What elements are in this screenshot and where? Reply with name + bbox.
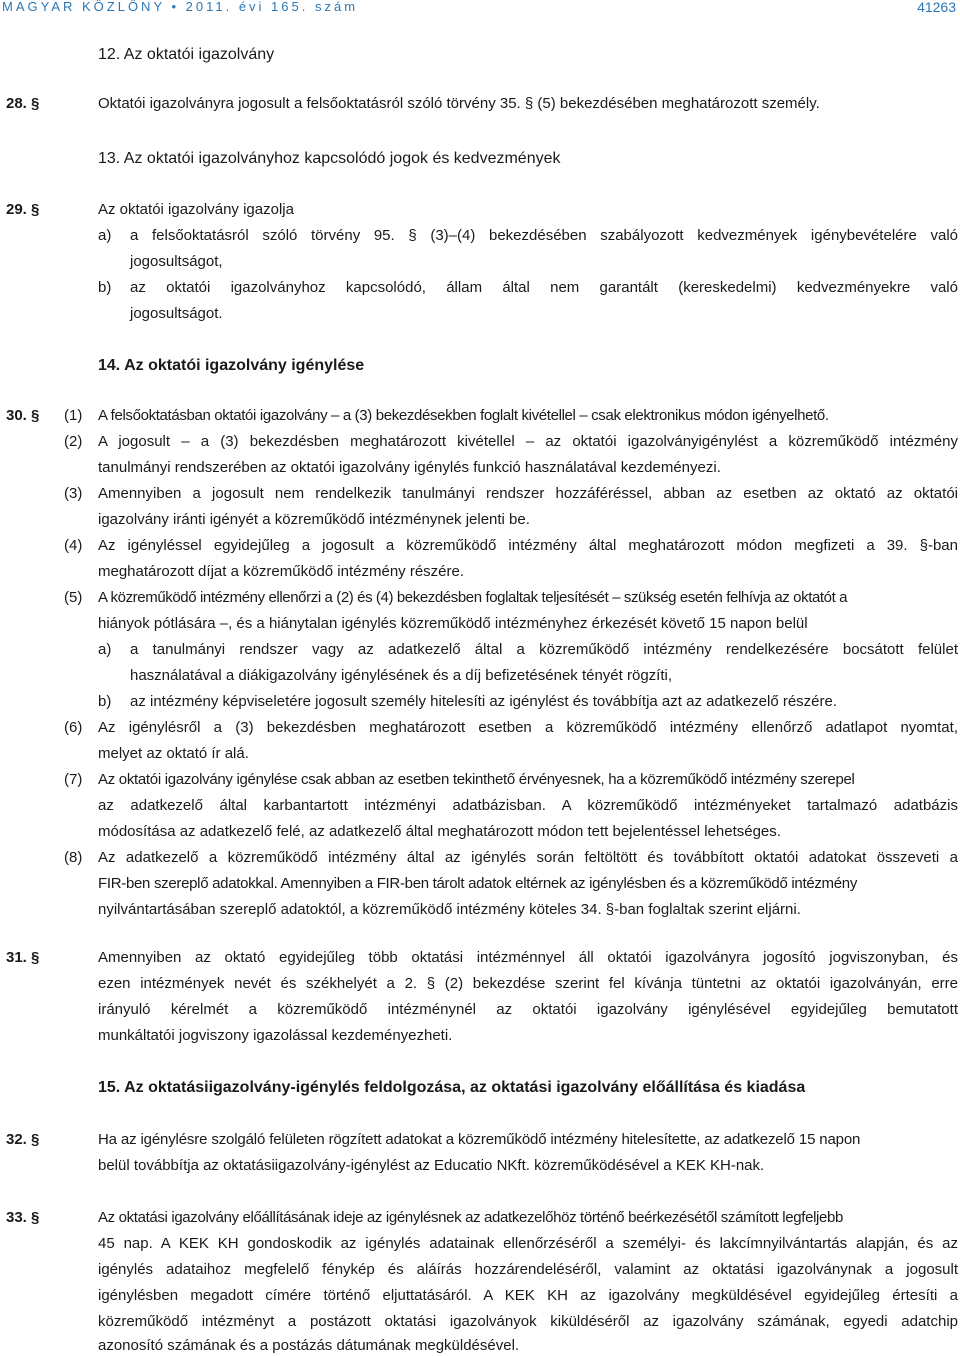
paragraph-number-28: 28. § [6,95,40,112]
paragraph-28-text: Oktatói igazolványra jogosult a felsőoktatásról szóló törvény 35. § (5) bekezdésében meghatározott személy. [98,95,820,112]
paragraph-33-line4: igénylésben megadott címére történő eljuttatásáról. A KEK KH az igazolvány megküldésével egyidejűleg értesíti a [98,1287,958,1304]
point-a-marker: a) [98,641,112,658]
paragraph-32-line1: Ha az igénylésre szolgáló felületen rögzített adatokat a közreműködő intézmény hitelesítette, az adatkezelő 15 napon [98,1131,861,1148]
point-30-5a-line2: használatával a diákigazolvány igénylésének és a díj befizetésének tényét rögzíti, [130,667,672,684]
point-30-5b-line1: az intézmény képviseletére jogosult személy hitelesíti az igénylést és továbbítja azt az adatkezelő részére. [130,693,838,710]
subsection-30-2-line1: A jogosult – a (3) bekezdésben meghatározott kivétellel – az oktatói igazolványigénylést a közreműködő intézmény [98,433,958,450]
paragraph-number-30: 30. § [6,407,40,424]
point-a-marker: a) [98,227,112,244]
subsection-30-4-line2: meghatározott díjat a közreműködő intézmény részére. [98,563,465,580]
subsection-30-5-line2: hiányok pótlására –, és a hiánytalan igénylés közreműködő intézményhez érkezését követő 15 napon belül [98,615,808,632]
subsection-30-6-line2: melyet az oktató ír alá. [98,745,249,762]
heading-section-15: 15. Az oktatásiigazolvány-igénylés feldolgozása, az oktatási igazolvány előállítása és kiadása [98,1079,806,1096]
subsection-8-marker: (8) [64,849,83,866]
point-29b-line2: jogosultságot. [130,305,223,322]
paragraph-32-line2: belül továbbítja az oktatásiigazolvány-igénylést az Educatio NKft. közreműködésével a KEK KH-nak. [98,1157,765,1174]
subsection-6-marker: (6) [64,719,83,736]
subsection-2-marker: (2) [64,433,83,450]
paragraph-31-line2: ezen intézmények nevét és székhelyét a 2. § (2) bekezdése szerint fel kívánja tüntetni az oktatói igazolványán, erre [98,975,958,992]
heading-section-13: 13. Az oktatói igazolványhoz kapcsolódó jogok és kedvezmények [98,150,561,167]
subsection-1-marker: (1) [64,407,83,424]
point-b-marker: b) [98,693,112,710]
subsection-5-marker: (5) [64,589,83,606]
subsection-30-7-line1: Az oktatói igazolvány igénylése csak abban az esetben tekinthető érvényesnek, ha a közreműködő intézmény szerepel [98,771,855,788]
subsection-30-4-line1: Az igényléssel egyidejűleg a jogosult a közreműködő intézmény által meghatározott módon megfizeti a 39. §-ban [98,537,958,554]
subsection-7-marker: (7) [64,771,83,788]
paragraph-33-line1: Az oktatási igazolvány előállításának ideje az igénylésnek az adatkezelőhöz történő beérkezésétől számított legfeljebb [98,1209,844,1226]
page-header [0,0,960,16]
paragraph-31-line4: munkáltatói jogviszony igazolással kezdeményezheti. [98,1027,453,1044]
subsection-30-8-line3: nyilvántartásában szereplő adatoktól, a közreműködő intézmény köteles 34. §-ban foglaltak szerint eljárni. [98,901,801,918]
subsection-30-8-line1: Az adatkezelő a közreműködő intézmény által az igénylés során feltöltött és továbbított oktatói adatokat összeveti a [98,849,958,866]
subsection-30-7-line3: módosítása az adatkezelő felé, az adatkezelő által meghatározott módon tett bejelentéssel lehetséges. [98,823,781,840]
heading-section-12: 12. Az oktatói igazolvány [98,46,275,63]
paragraph-33-line6: azonosító számának és a postázás dátumának megküldésével. [98,1337,520,1354]
subsection-30-2-line2: tanulmányi rendszerében az oktatói igazolvány igénylés funkció használatával kezdeményezi. [98,459,721,476]
subsection-30-3-line2: igazolvány iránti igényét a közreműködő intézménynek jelenti be. [98,511,530,528]
subsection-30-8-line2: FIR-ben szereplő adatokkal. Amennyiben a FIR-ben tárolt adatok eltérnek az igénylésben és a közreműködő intézmény [98,875,858,892]
point-29a-line2: jogosultságot, [130,253,223,270]
heading-section-14: 14. Az oktatói igazolvány igénylése [98,357,365,374]
point-30-5a-line1: a tanulmányi rendszer vagy az adatkezelő által a közreműködő intézmény rendelkezésére bocsátott felület [130,641,958,658]
page-number: 41263 [917,0,956,15]
point-29a-line1: a felsőoktatásról szóló törvény 95. § (3)–(4) bekezdésében szabályozott kedvezmények igénybevételére való [130,227,958,244]
paragraph-number-29: 29. § [6,201,40,218]
subsection-30-5-line1: A közreműködő intézmény ellenőrzi a (2) és (4) bekezdésben foglaltak teljesítését – szükség esetén felhívja az oktatót a [98,589,848,606]
paragraph-number-32: 32. § [6,1131,40,1148]
subsection-3-marker: (3) [64,485,83,502]
subsection-4-marker: (4) [64,537,83,554]
subsection-30-3-line1: Amennyiben a jogosult nem rendelkezik tanulmányi rendszer hozzáféréssel, abban az esetben az oktató az oktatói [98,485,958,502]
publication-title: MAGYAR KÖZLÖNY • 2011. évi 165. szám [2,0,359,14]
paragraph-33-line5: közreműködő intézményt a postázott oktatási igazolványok kiküldéséről az igazolvány számának, egyedi adatchip [98,1313,958,1330]
paragraph-31-line1: Amennyiben az oktató egyidejűleg több oktatási intézménnyel áll oktatói igazolványra jogosító jogviszonyban, és [98,949,958,966]
paragraph-33-line3: igénylés adataihoz megfelelő fénykép és aláírás hozzárendeléséről, valamint az oktatási igazolványnak a jogosult [98,1261,958,1278]
paragraph-29-intro: Az oktatói igazolvány igazolja [98,201,294,218]
subsection-30-7-line2: az adatkezelő által karbantartott intézményi adatbázisban. A közreműködő intézményeket tartalmazó adatbázis [98,797,958,814]
paragraph-31-line3: irányuló kérelmét a közreműködő intézménynél az oktatói igazolvány igénylésével egyidejűleg bemutatott [98,1001,958,1018]
paragraph-number-33: 33. § [6,1209,40,1226]
subsection-30-1-text: A felsőoktatásban oktatói igazolvány – a (3) bekezdésekben foglalt kivétellel – csak elektronikus módon igényelhető. [98,407,829,424]
paragraph-number-31: 31. § [6,949,40,966]
paragraph-33-line2: 45 nap. A KEK KH gondoskodik az igénylés adatainak ellenőrzéséről a személyi- és lakcímnyilvántartás alapján, és az [98,1235,958,1252]
subsection-30-6-line1: Az igénylésről a (3) bekezdésben meghatározott esetben a közreműködő intézmény ellenőrző adatlapot nyomtat, [98,719,958,736]
point-b-marker: b) [98,279,112,296]
point-29b-line1: az oktatói igazolványhoz kapcsolódó, állam által nem garantált (kereskedelmi) kedvezményekre való [130,279,958,296]
